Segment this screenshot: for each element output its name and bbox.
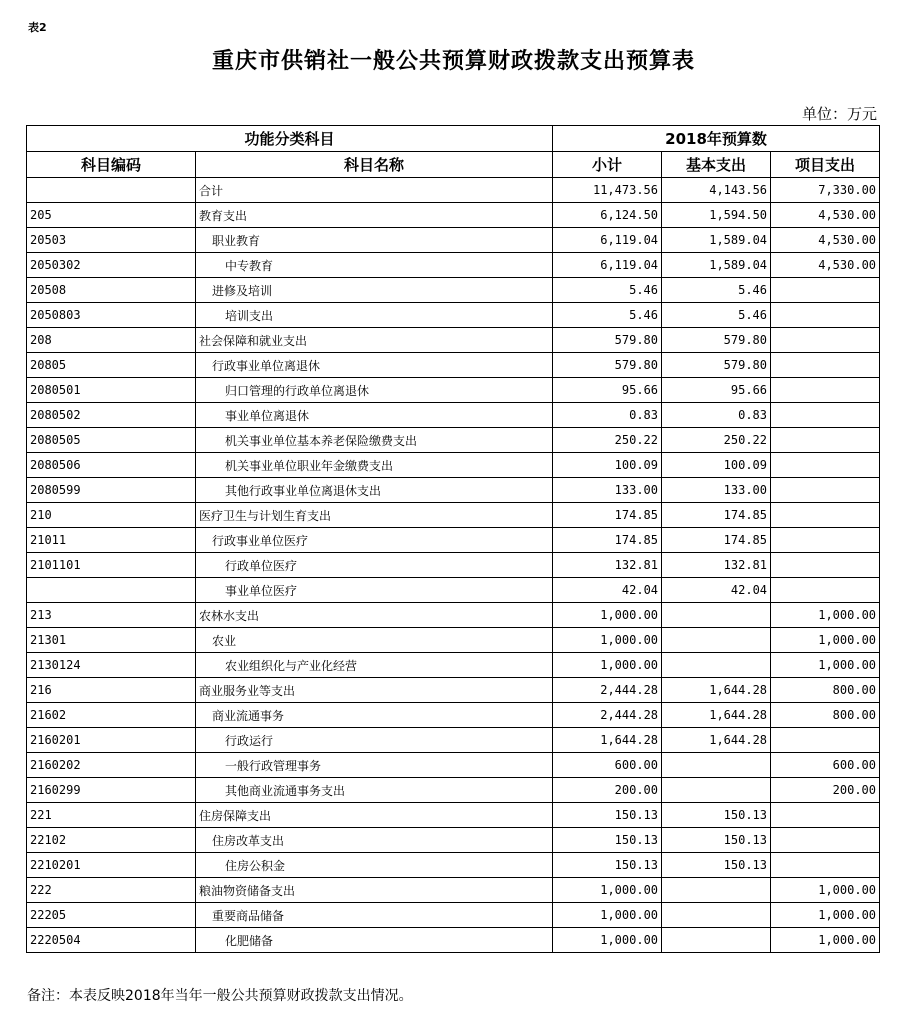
cell-subtotal: 150.13 — [553, 803, 662, 828]
cell-project — [771, 528, 880, 553]
cell-project — [771, 453, 880, 478]
cell-subtotal: 1,000.00 — [553, 903, 662, 928]
table-row — [27, 803, 880, 828]
cell-project: 4,530.00 — [771, 253, 880, 278]
cell-basic: 95.66 — [662, 378, 771, 403]
cell-subtotal: 250.22 — [553, 428, 662, 453]
cell-project — [771, 503, 880, 528]
cell-name: 机关事业单位基本养老保险缴费支出 — [196, 428, 553, 453]
cell-name: 农林水支出 — [196, 603, 553, 628]
cell-basic — [662, 603, 771, 628]
table-row — [27, 778, 880, 803]
cell-basic: 5.46 — [662, 303, 771, 328]
cell-code: 2080502 — [27, 403, 196, 428]
column-header-basic: 基本支出 — [662, 152, 771, 178]
cell-code: 2050302 — [27, 253, 196, 278]
cell-basic: 579.80 — [662, 328, 771, 353]
cell-code: 22205 — [27, 903, 196, 928]
cell-project — [771, 553, 880, 578]
cell-subtotal: 600.00 — [553, 753, 662, 778]
cell-basic: 5.46 — [662, 278, 771, 303]
table-row — [27, 303, 880, 328]
cell-project — [771, 578, 880, 603]
table-row — [27, 328, 880, 353]
table-row — [27, 553, 880, 578]
table-row — [27, 203, 880, 228]
table-row — [27, 528, 880, 553]
cell-name: 其他商业流通事务支出 — [196, 778, 553, 803]
cell-subtotal: 6,124.50 — [553, 203, 662, 228]
cell-name: 机关事业单位职业年金缴费支出 — [196, 453, 553, 478]
column-header-code: 科目编码 — [27, 152, 196, 178]
table-row — [27, 378, 880, 403]
cell-name: 合计 — [196, 178, 553, 203]
cell-code: 213 — [27, 603, 196, 628]
cell-name: 中专教育 — [196, 253, 553, 278]
cell-basic: 4,143.56 — [662, 178, 771, 203]
cell-name: 住房保障支出 — [196, 803, 553, 828]
cell-code: 21011 — [27, 528, 196, 553]
cell-code: 21301 — [27, 628, 196, 653]
cell-basic: 174.85 — [662, 503, 771, 528]
cell-project — [771, 403, 880, 428]
cell-subtotal: 42.04 — [553, 578, 662, 603]
cell-basic: 150.13 — [662, 828, 771, 853]
cell-name: 其他行政事业单位离退休支出 — [196, 478, 553, 503]
cell-subtotal: 1,000.00 — [553, 653, 662, 678]
cell-name: 一般行政管理事务 — [196, 753, 553, 778]
cell-subtotal: 132.81 — [553, 553, 662, 578]
table-row — [27, 178, 880, 203]
column-header-row — [27, 152, 880, 178]
cell-basic: 1,594.50 — [662, 203, 771, 228]
cell-subtotal: 11,473.56 — [553, 178, 662, 203]
cell-code: 2220504 — [27, 928, 196, 953]
cell-name: 教育支出 — [196, 203, 553, 228]
table-row — [27, 228, 880, 253]
cell-project — [771, 803, 880, 828]
cell-code: 2130124 — [27, 653, 196, 678]
table-row — [27, 353, 880, 378]
table-row — [27, 728, 880, 753]
cell-subtotal: 200.00 — [553, 778, 662, 803]
cell-basic — [662, 903, 771, 928]
cell-code: 20805 — [27, 353, 196, 378]
table-row — [27, 703, 880, 728]
cell-code: 2080505 — [27, 428, 196, 453]
table-number-label: 表2 — [28, 21, 47, 34]
cell-subtotal: 2,444.28 — [553, 678, 662, 703]
cell-name: 事业单位医疗 — [196, 578, 553, 603]
unit-label: 单位：万元 — [801, 105, 877, 123]
cell-project: 200.00 — [771, 778, 880, 803]
cell-project — [771, 378, 880, 403]
table-row — [27, 678, 880, 703]
table-row — [27, 578, 880, 603]
cell-basic: 0.83 — [662, 403, 771, 428]
cell-project: 7,330.00 — [771, 178, 880, 203]
cell-name: 行政运行 — [196, 728, 553, 753]
table-row — [27, 503, 880, 528]
cell-code: 2050803 — [27, 303, 196, 328]
cell-basic: 1,589.04 — [662, 228, 771, 253]
cell-subtotal: 1,000.00 — [553, 603, 662, 628]
cell-code: 20503 — [27, 228, 196, 253]
cell-subtotal: 6,119.04 — [553, 253, 662, 278]
cell-name: 行政事业单位医疗 — [196, 528, 553, 553]
table-row — [27, 878, 880, 903]
table-row — [27, 753, 880, 778]
cell-project — [771, 828, 880, 853]
cell-name: 住房改革支出 — [196, 828, 553, 853]
cell-subtotal: 5.46 — [553, 303, 662, 328]
cell-subtotal: 133.00 — [553, 478, 662, 503]
cell-subtotal: 1,000.00 — [553, 928, 662, 953]
cell-basic — [662, 753, 771, 778]
budget-year-header: 2018年预算数 — [553, 126, 880, 152]
cell-name: 农业组织化与产业化经营 — [196, 653, 553, 678]
cell-subtotal: 5.46 — [553, 278, 662, 303]
cell-subtotal: 579.80 — [553, 328, 662, 353]
cell-code: 2160202 — [27, 753, 196, 778]
cell-basic: 150.13 — [662, 853, 771, 878]
cell-project — [771, 428, 880, 453]
cell-subtotal: 150.13 — [553, 853, 662, 878]
cell-code: 2160299 — [27, 778, 196, 803]
budget-table — [26, 125, 880, 953]
cell-name: 行政事业单位离退休 — [196, 353, 553, 378]
page-title: 重庆市供销社一般公共预算财政拨款支出预算表 — [211, 49, 695, 74]
cell-subtotal: 95.66 — [553, 378, 662, 403]
cell-basic — [662, 928, 771, 953]
cell-code: 2160201 — [27, 728, 196, 753]
column-header-project: 项目支出 — [771, 152, 880, 178]
table-body — [27, 178, 880, 953]
cell-basic: 579.80 — [662, 353, 771, 378]
cell-basic — [662, 878, 771, 903]
cell-subtotal: 174.85 — [553, 528, 662, 553]
cell-basic: 1,589.04 — [662, 253, 771, 278]
cell-name: 归口管理的行政单位离退休 — [196, 378, 553, 403]
cell-project — [771, 853, 880, 878]
cell-code: 21602 — [27, 703, 196, 728]
cell-project — [771, 728, 880, 753]
table-row — [27, 628, 880, 653]
cell-project: 4,530.00 — [771, 228, 880, 253]
cell-subtotal: 6,119.04 — [553, 228, 662, 253]
cell-project — [771, 328, 880, 353]
cell-code: 22102 — [27, 828, 196, 853]
cell-project: 1,000.00 — [771, 603, 880, 628]
cell-name: 商业流通事务 — [196, 703, 553, 728]
cell-subtotal: 1,000.00 — [553, 878, 662, 903]
cell-code: 2210201 — [27, 853, 196, 878]
cell-project: 1,000.00 — [771, 928, 880, 953]
cell-name: 重要商品储备 — [196, 903, 553, 928]
column-header-name: 科目名称 — [196, 152, 553, 178]
cell-name: 商业服务业等支出 — [196, 678, 553, 703]
cell-basic: 1,644.28 — [662, 703, 771, 728]
table-row — [27, 603, 880, 628]
cell-code: 20508 — [27, 278, 196, 303]
table-row — [27, 828, 880, 853]
cell-subtotal: 100.09 — [553, 453, 662, 478]
cell-name: 住房公积金 — [196, 853, 553, 878]
cell-basic: 133.00 — [662, 478, 771, 503]
cell-code: 210 — [27, 503, 196, 528]
cell-code: 222 — [27, 878, 196, 903]
cell-basic: 42.04 — [662, 578, 771, 603]
cell-basic — [662, 628, 771, 653]
table-row — [27, 853, 880, 878]
cell-project: 1,000.00 — [771, 878, 880, 903]
cell-project — [771, 303, 880, 328]
cell-project: 800.00 — [771, 703, 880, 728]
cell-subtotal: 1,644.28 — [553, 728, 662, 753]
cell-subtotal: 0.83 — [553, 403, 662, 428]
cell-basic: 1,644.28 — [662, 728, 771, 753]
cell-code: 208 — [27, 328, 196, 353]
cell-basic — [662, 778, 771, 803]
cell-project: 4,530.00 — [771, 203, 880, 228]
cell-basic: 1,644.28 — [662, 678, 771, 703]
cell-code: 2080501 — [27, 378, 196, 403]
cell-project — [771, 478, 880, 503]
cell-name: 医疗卫生与计划生育支出 — [196, 503, 553, 528]
cell-code: 221 — [27, 803, 196, 828]
cell-project: 800.00 — [771, 678, 880, 703]
table-row — [27, 278, 880, 303]
cell-basic: 132.81 — [662, 553, 771, 578]
functional-classification-header: 功能分类科目 — [27, 126, 553, 152]
cell-basic: 174.85 — [662, 528, 771, 553]
cell-code — [27, 578, 196, 603]
cell-subtotal: 1,000.00 — [553, 628, 662, 653]
table-row — [27, 403, 880, 428]
cell-code — [27, 178, 196, 203]
cell-code: 2101101 — [27, 553, 196, 578]
cell-project — [771, 353, 880, 378]
table-row — [27, 653, 880, 678]
cell-name: 农业 — [196, 628, 553, 653]
cell-code: 2080599 — [27, 478, 196, 503]
cell-name: 培训支出 — [196, 303, 553, 328]
cell-code: 2080506 — [27, 453, 196, 478]
table-row — [27, 428, 880, 453]
cell-subtotal: 2,444.28 — [553, 703, 662, 728]
cell-subtotal: 150.13 — [553, 828, 662, 853]
cell-name: 化肥储备 — [196, 928, 553, 953]
cell-name: 事业单位离退休 — [196, 403, 553, 428]
column-header-subtotal: 小计 — [553, 152, 662, 178]
cell-code: 205 — [27, 203, 196, 228]
cell-project: 1,000.00 — [771, 653, 880, 678]
cell-subtotal: 174.85 — [553, 503, 662, 528]
cell-project: 1,000.00 — [771, 628, 880, 653]
cell-basic: 150.13 — [662, 803, 771, 828]
table-row — [27, 928, 880, 953]
table-row — [27, 253, 880, 278]
cell-name: 社会保障和就业支出 — [196, 328, 553, 353]
cell-basic: 250.22 — [662, 428, 771, 453]
cell-basic: 100.09 — [662, 453, 771, 478]
group-header-row — [27, 126, 880, 152]
cell-subtotal: 579.80 — [553, 353, 662, 378]
table-row — [27, 453, 880, 478]
cell-code: 216 — [27, 678, 196, 703]
cell-name: 粮油物资储备支出 — [196, 878, 553, 903]
cell-name: 进修及培训 — [196, 278, 553, 303]
cell-project: 600.00 — [771, 753, 880, 778]
cell-project — [771, 278, 880, 303]
table-row — [27, 478, 880, 503]
table-row — [27, 903, 880, 928]
cell-basic — [662, 653, 771, 678]
cell-name: 职业教育 — [196, 228, 553, 253]
cell-project: 1,000.00 — [771, 903, 880, 928]
footnote: 备注：本表反映2018年当年一般公共预算财政拨款支出情况。 — [27, 988, 413, 1004]
cell-name: 行政单位医疗 — [196, 553, 553, 578]
